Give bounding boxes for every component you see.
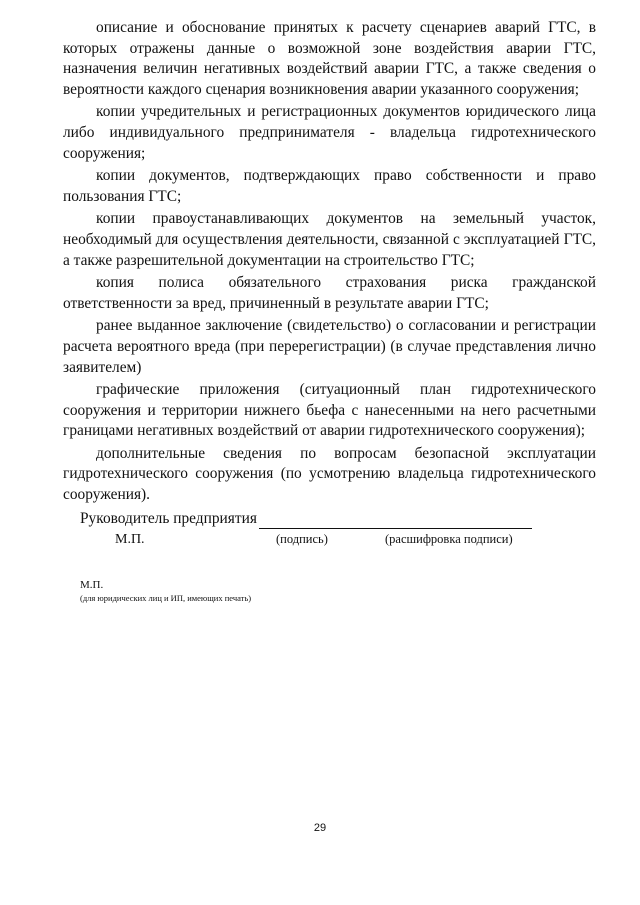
paragraph-additional-info: дополнительные сведения по вопросам безопасной эксплуатации гидротехнического сооружения (по усмотрению владельца гидротехнического сооружения).: [63, 444, 596, 504]
signature-block: [80, 509, 540, 551]
page-number: 29: [313, 822, 327, 834]
paragraph-ownership-documents: копии документов, подтверждающих право собственности и право пользования ГТС;: [63, 167, 596, 205]
signature-label: Руководитель предприятия: [80, 510, 257, 527]
paragraph-insurance-policy: копия полиса обязательного страхования риска гражданской ответственности за вред, причиненный в результате аварии ГТС;: [63, 274, 596, 312]
stamp-mp: М.П.: [80, 579, 104, 591]
signature-captions: [80, 529, 540, 551]
paragraph-scenarios: описание и обоснование принятых к расчету сценариев аварий ГТС, в которых отражены данные о возможной зоне воздействия аварии ГТС, назначения величин негативных воздействий аварии ГТС, а также сведения о вероятности каждого сценария возникновения аварии указанного сооружения;: [63, 19, 596, 98]
signature-caption: (подпись): [276, 532, 328, 546]
stamp-note: [80, 578, 251, 604]
signature-row: [80, 509, 540, 529]
signature-line: [259, 513, 532, 529]
signature-mp: М.П.: [115, 532, 145, 547]
paragraph-founding-documents: копии учредительных и регистрационных документов юридического лица либо индивидуального предпринимателя - владельца гидротехнического сооружения;: [63, 103, 596, 162]
paragraph-previous-conclusion: ранее выданное заключение (свидетельство) о согласовании и регистрации расчета вероятного вреда (при перерегистрации) (в случае представления лично заявителем): [63, 317, 596, 376]
stamp-description: (для юридических лиц и ИП, имеющих печать): [80, 593, 252, 603]
document-body: [63, 18, 596, 508]
paragraph-graphic-appendices: графические приложения (ситуационный план гидротехнического сооружения и территории нижнего бьефа с нанесенными на него расчетными границами негативных воздействий от аварии гидротехнического сооружения);: [63, 381, 596, 440]
signature-decode-caption: (расшифровка подписи): [385, 532, 513, 546]
paragraph-land-documents: копии правоустанавливающих документов на земельный участок, необходимый для осуществления деятельности, связанной с эксплуатацией ГТС, а также разрешительной документации на строительство ГТС;: [63, 210, 596, 269]
